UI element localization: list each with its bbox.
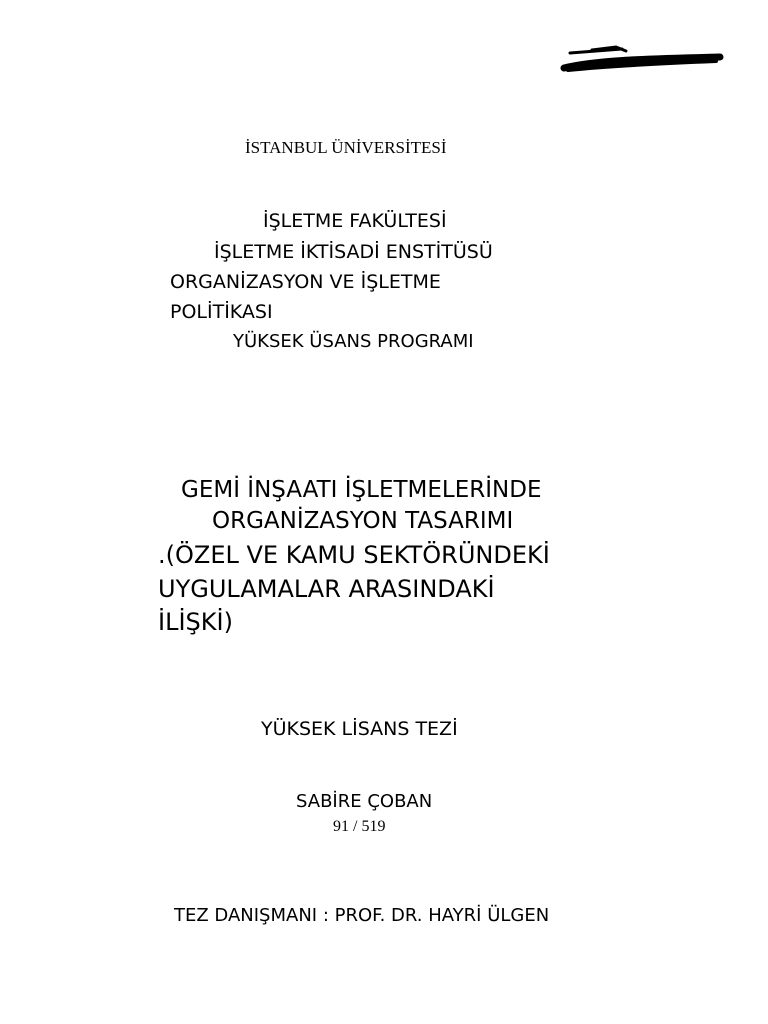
thesis-subtitle-line: UYGULAMALAR ARASINDAKİ (158, 575, 495, 603)
university-name: İSTANBUL ÜNİVERSİTESİ (245, 138, 447, 157)
thesis-title-line: GEMİ İNŞAATI İŞLETMELERİNDE (181, 477, 542, 503)
student-number: 91 / 519 (333, 818, 386, 835)
institute-line: İŞLETME İKTİSADİ ENSTİTÜSÜ (214, 241, 493, 263)
thesis-subtitle-line: .(ÖZEL VE KAMU SEKTÖRÜNDEKİ (158, 541, 550, 569)
thesis-advisor: TEZ DANIŞMANI : PROF. DR. HAYRİ ÜLGEN (174, 905, 550, 926)
department-line-continued: POLİTİKASI (170, 301, 273, 323)
faculty-line: İŞLETME FAKÜLTESİ (263, 210, 447, 232)
thesis-title-line: ORGANİZASYON TASARIMI (212, 508, 514, 534)
department-line: ORGANİZASYON VE İŞLETME (170, 271, 441, 293)
thesis-subtitle-line: İLİŞKİ) (158, 608, 233, 636)
thesis-type: YÜKSEK LİSANS TEZİ (261, 718, 458, 740)
program-line: YÜKSEK ÜSANS PROGRAMI (233, 331, 474, 352)
handwritten-mark (556, 40, 726, 80)
author-name: SABİRE ÇOBAN (296, 791, 433, 812)
